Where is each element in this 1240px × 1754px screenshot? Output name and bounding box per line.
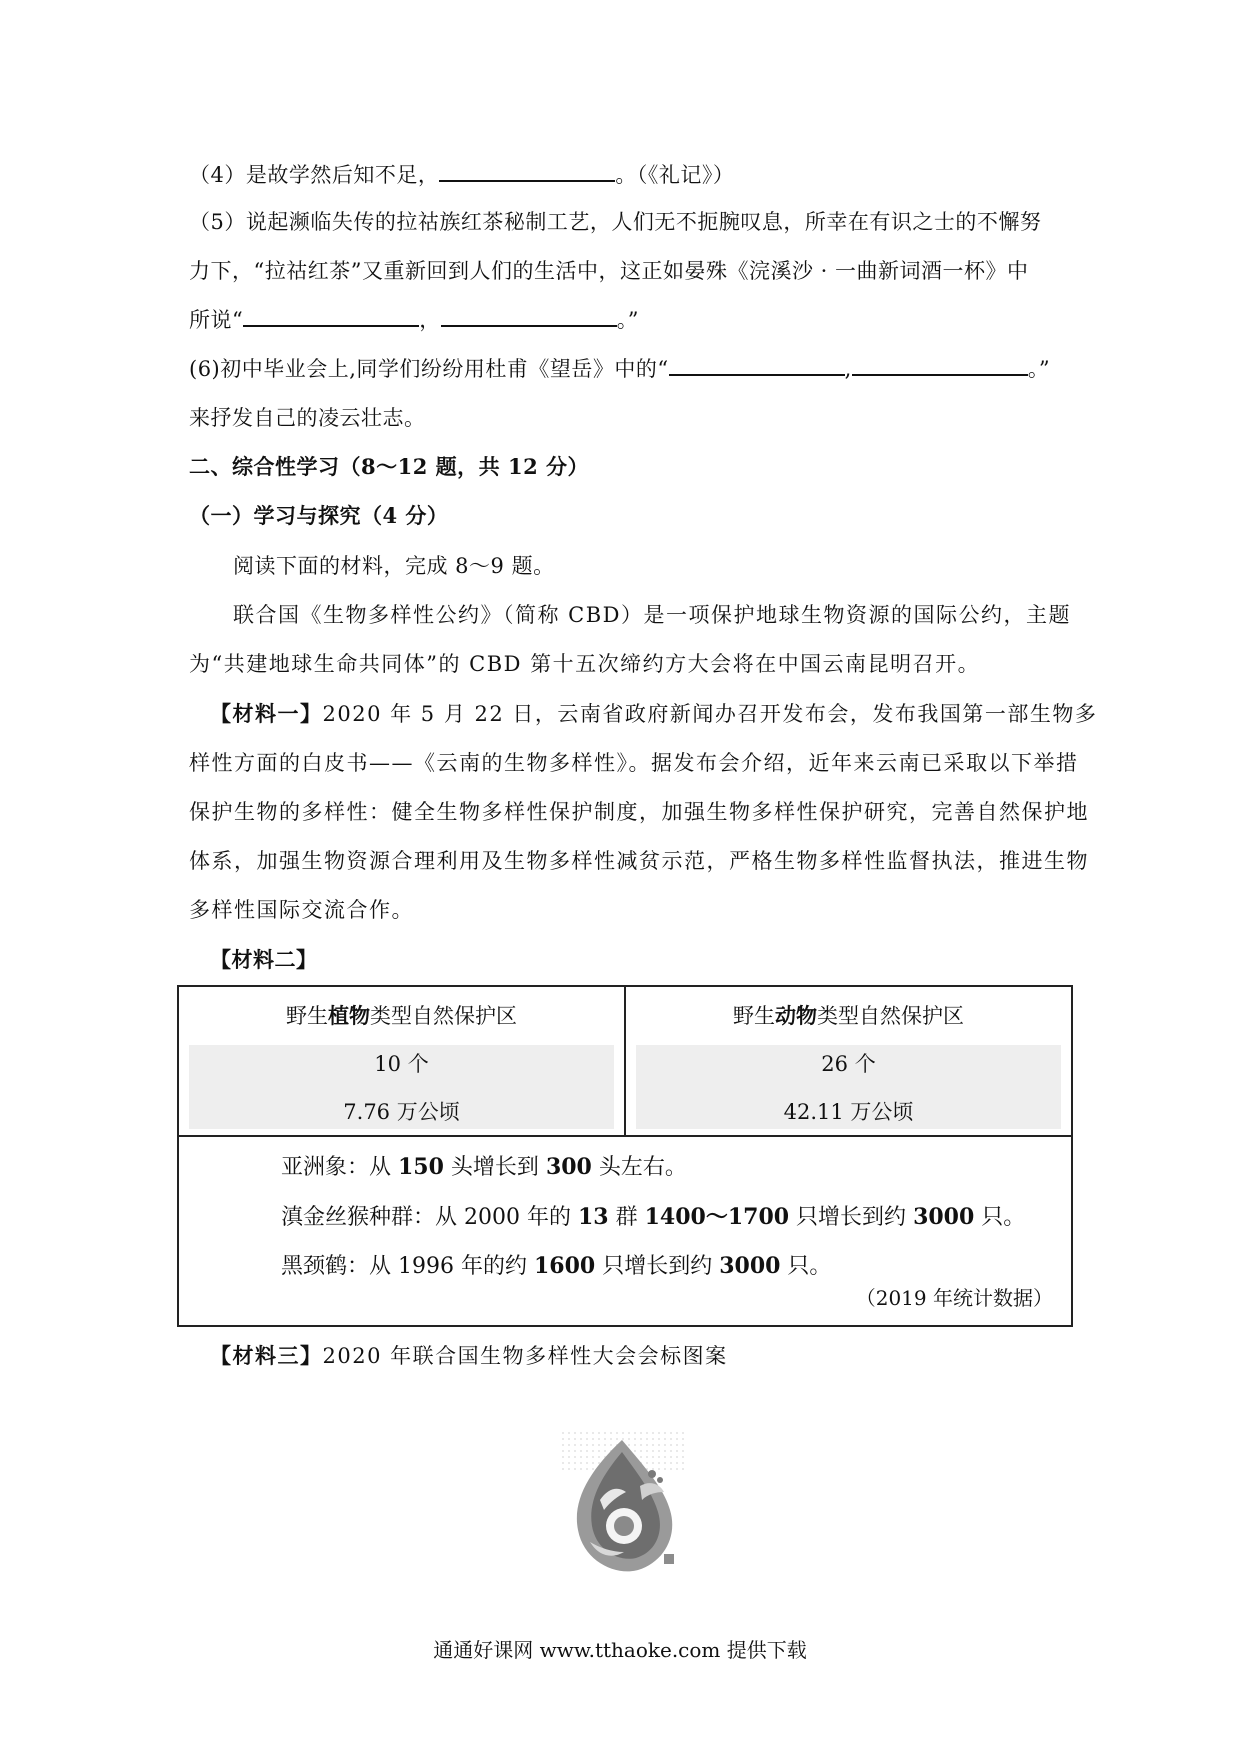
plant-reserve-count: 10 个 <box>374 1052 429 1076</box>
stat-text: 只增长到约 <box>789 1205 914 1230</box>
material1-text: 2020 年 5 月 22 日，云南省政府新闻办召开发布会，发布我国第一部生物多 <box>322 702 1098 726</box>
stat-number: 3000 <box>719 1253 781 1279</box>
header-bold-text: 动物 <box>775 1004 817 1028</box>
stat-text: 头增长到 <box>443 1155 546 1180</box>
material1-line4: 体系，加强生物资源合理利用及生物多样性减贫示范，严格生物多样性监督执法，推进生物 <box>189 849 1089 873</box>
stat-text: 只增长到约 <box>595 1254 720 1279</box>
monkey-stat <box>281 1202 1025 1233</box>
animal-reserve-area: 42.11 万公顷 <box>783 1100 914 1124</box>
intro-line2: 为“共建地球生命共同体”的 CBD 第十五次缔约方大会将在中国云南昆明召开。 <box>189 652 981 676</box>
stat-number: 1400～1700 <box>644 1204 790 1230</box>
species-growth-cell <box>179 1137 1071 1325</box>
material3-label: 【材料三】 <box>210 1343 323 1368</box>
item-6-prefix: (6)初中毕业会上,同学们纷纷用杜甫《望岳》中的“ <box>189 357 669 381</box>
animal-reserve-column <box>624 987 1071 1135</box>
item-5-suffix: 。” <box>616 308 639 332</box>
crane-stat <box>281 1251 831 1282</box>
plant-reserve-column <box>179 987 624 1135</box>
data-source-note: （2019 年统计数据） <box>855 1286 1053 1310</box>
item-6-line2: 来抒发自己的凌云壮志。 <box>189 406 426 430</box>
stat-text: 亚洲象：从 <box>281 1155 398 1180</box>
material1-line2: 样性方面的白皮书——《云南的生物多样性》。据发布会介绍，近年来云南已采取以下举措 <box>189 751 1079 775</box>
plant-reserve-header <box>179 1001 624 1031</box>
item-4-suffix: 。（《礼记》） <box>615 163 735 187</box>
plant-reserve-area: 7.76 万公顷 <box>343 1100 460 1124</box>
header-text: 野生 <box>733 1004 775 1028</box>
stat-text: 头左右。 <box>591 1155 687 1180</box>
reserve-stats-row <box>179 987 1071 1137</box>
material1-label: 【材料一】 <box>210 701 323 726</box>
stat-text: 黑颈鹤：从 1996 年的约 <box>281 1254 534 1279</box>
material1-line3: 保护生物的多样性：健全生物多样性保护制度，加强生物多样性保护研究，完善自然保护地 <box>189 800 1089 824</box>
item-4 <box>189 160 734 190</box>
material3-line <box>210 1341 728 1371</box>
item-5-line1: （5）说起濒临失传的拉祜族红茶秘制工艺，人们无不扼腕叹息，所幸在有识之士的不懈努 <box>189 210 1042 234</box>
stat-text: 只。 <box>974 1205 1026 1230</box>
item-4-prefix: （4）是故学然后知不足， <box>189 163 440 187</box>
answer-blank[interactable] <box>669 354 845 376</box>
material1-line1 <box>210 699 1097 729</box>
header-text: 类型自然保护区 <box>817 1004 964 1028</box>
header-text: 类型自然保护区 <box>370 1004 517 1028</box>
answer-blank[interactable] <box>439 160 615 182</box>
instruction: 阅读下面的材料，完成 8～9 题。 <box>233 554 555 578</box>
stat-number: 1600 <box>533 1253 596 1279</box>
answer-blank[interactable] <box>243 305 419 327</box>
material3-text: 2020 年联合国生物多样性大会会标图案 <box>322 1344 728 1368</box>
stat-text: 只。 <box>780 1254 832 1279</box>
answer-blank[interactable] <box>852 354 1028 376</box>
subsection-title: （一）学习与探究（4 分） <box>189 503 449 528</box>
material2-label: 【材料二】 <box>210 947 318 972</box>
item-5-prefix: 所说“ <box>189 308 244 332</box>
item-6-suffix: 。” <box>1027 357 1051 381</box>
material1-line5: 多样性国际交流合作。 <box>189 898 414 922</box>
footer-download-note: 通通好课网 www.tthaoke.com 提供下载 <box>433 1638 807 1662</box>
answer-blank[interactable] <box>441 305 617 327</box>
animal-reserve-count: 26 个 <box>821 1052 876 1076</box>
stat-text: 滇金丝猴种群：从 2000 年的 <box>281 1205 578 1230</box>
header-bold-text: 植物 <box>328 1004 370 1028</box>
stat-number: 150 <box>398 1154 444 1180</box>
item-5-mid: ， <box>419 308 441 332</box>
stat-number: 13 <box>577 1204 609 1230</box>
item-6-line1 <box>189 354 1050 384</box>
section-title: 二、综合性学习（8～12 题，共 12 分） <box>189 454 589 479</box>
stat-number: 300 <box>545 1154 592 1180</box>
item-5-line3 <box>189 305 639 335</box>
stat-text: 群 <box>608 1205 645 1230</box>
stat-number: 3000 <box>913 1204 975 1230</box>
item-5-line2: 力下，“拉祜红茶”又重新回到人们的生活中，这正如晏殊《浣溪沙 · 一曲新词酒一杯》中 <box>189 259 1029 283</box>
cbd-conference-logo-image <box>560 1430 684 1578</box>
intro-line1: 联合国《生物多样性公约》（简称 CBD）是一项保护地球生物资源的国际公约，主题 <box>233 603 1072 627</box>
material2-table <box>177 985 1073 1327</box>
header-text: 野生 <box>286 1004 328 1028</box>
elephant-stat <box>281 1152 687 1183</box>
animal-reserve-header <box>626 1001 1071 1031</box>
item-6-mid: , <box>844 357 852 381</box>
